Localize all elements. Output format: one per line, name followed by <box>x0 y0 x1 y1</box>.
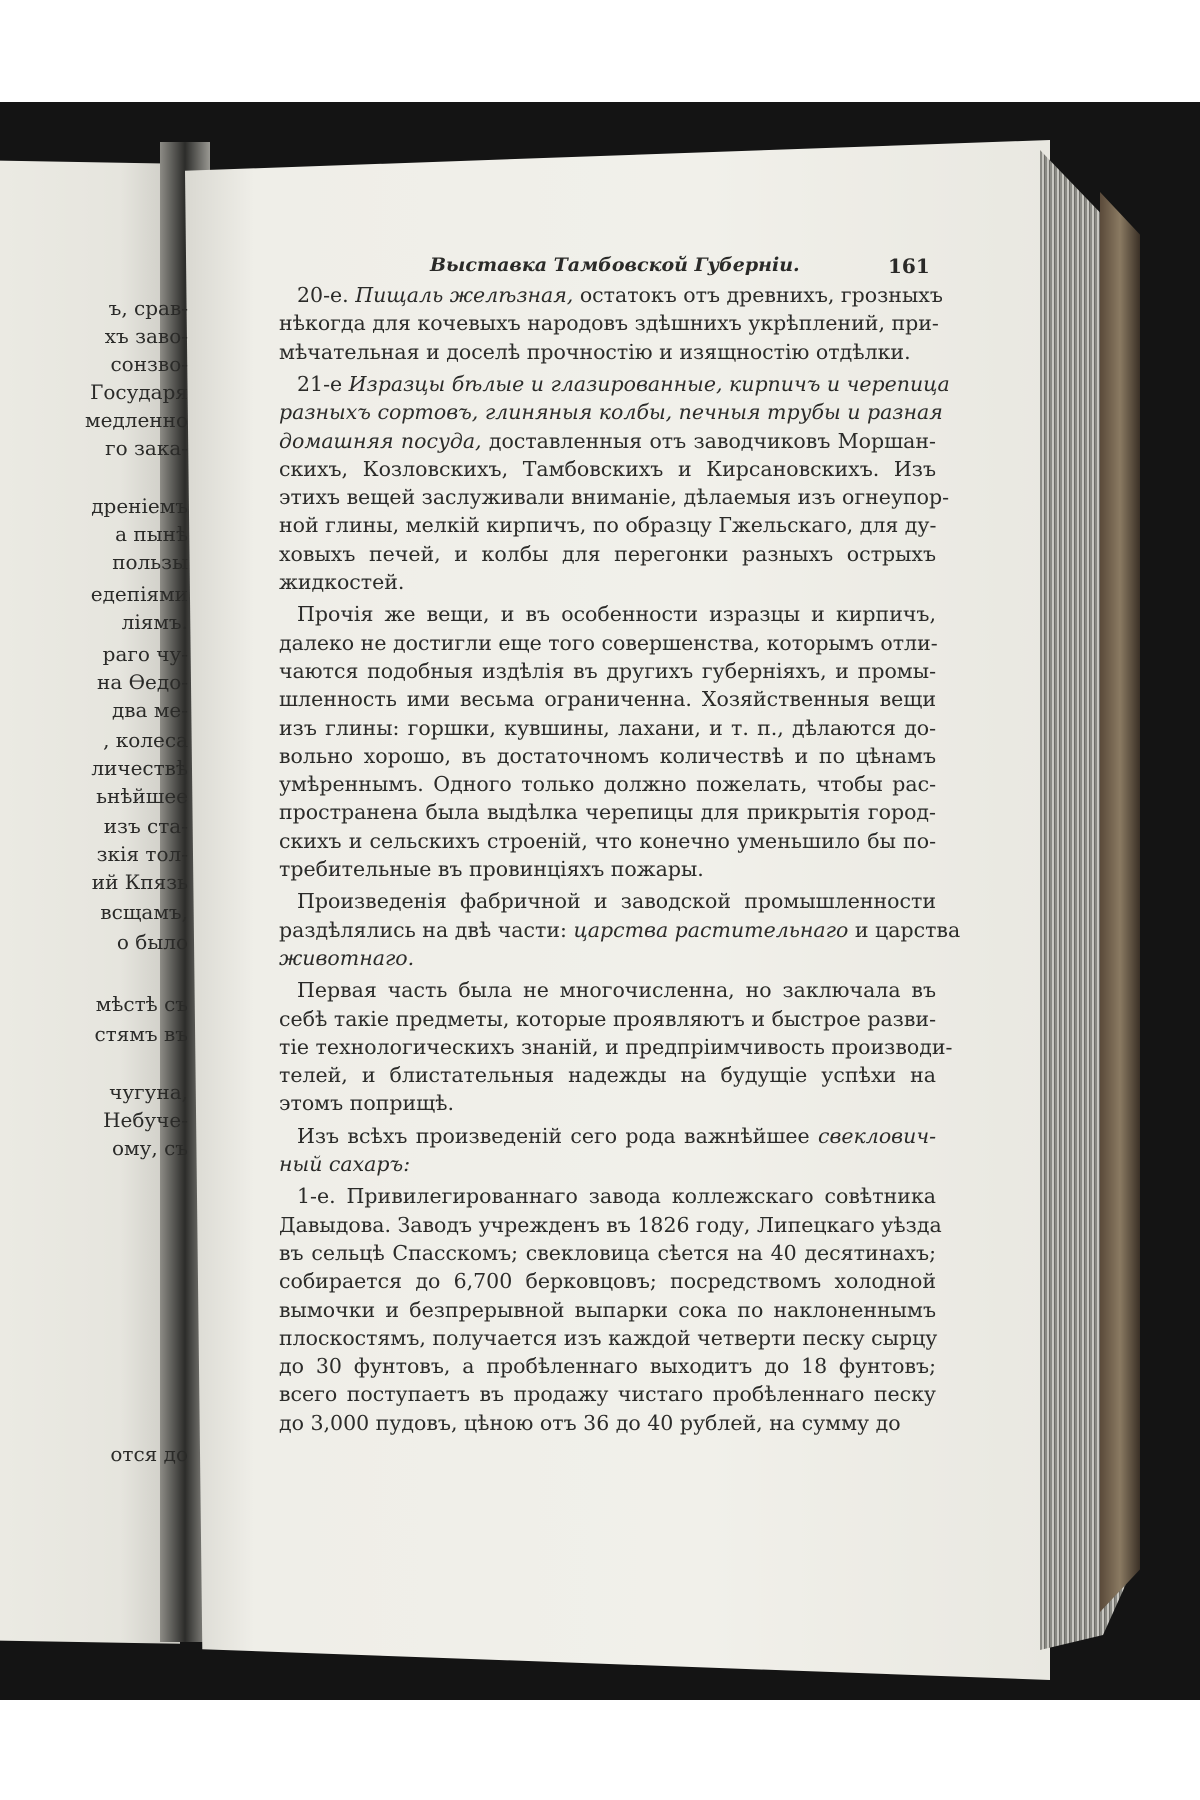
text-line <box>279 340 936 364</box>
italic-phrase: свеклович- <box>818 1123 936 1148</box>
italic-phrase: царства растительнаго <box>573 917 849 942</box>
text-line <box>279 1091 936 1115</box>
text-line <box>279 716 936 740</box>
text-span: этихъ вещей заслуживали вниманіе, дѣлаемыя изъ огнеупор- <box>279 485 949 510</box>
text-line <box>279 1326 936 1350</box>
text-span: собирается до 6,700 берковцовъ; посредствомъ холодной <box>279 1269 936 1294</box>
italic-phrase: разныхъ сортовъ, глиняныя колбы, печныя трубы и разная <box>279 400 943 425</box>
text-line <box>279 978 936 1002</box>
text-span: пространена была выдѣлка черепицы для прикрытія город- <box>279 800 936 825</box>
text-span: вымочки и безпрерывной выпарки сока по наклоненнымъ <box>279 1297 936 1322</box>
left-page-line: о было <box>116 930 188 954</box>
text-line <box>279 1354 936 1378</box>
left-page-line: медленно <box>85 408 188 432</box>
text-span: скихъ, Козловскихъ, Тамбовскихъ и Кирсановскихъ. Изъ <box>279 456 936 481</box>
italic-phrase: животнаго. <box>279 945 415 970</box>
text-line <box>279 687 936 711</box>
left-page-line: Государя <box>90 380 188 404</box>
text-span: тіе технологическихъ знаній, и предпріимчивость производи- <box>279 1034 953 1059</box>
text-span: мѣчательная и доселѣ прочностію и изящностію отдѣлки. <box>279 339 911 364</box>
text-span: чаются подобныя издѣлія въ другихъ губерніяхъ, и промы- <box>279 658 936 683</box>
text-line <box>279 570 936 594</box>
text-span: телей, и блистательныя надежды на будущіе успѣхи на <box>279 1063 936 1088</box>
text-span: 21-е <box>297 371 349 396</box>
left-page-line: пользы <box>112 550 188 574</box>
italic-phrase: домашняя посуда, <box>279 428 482 453</box>
italic-phrase: Изразцы бѣлые и глазированные, кирпичъ и черепица <box>348 371 950 396</box>
text-span: 20-е. <box>297 283 356 307</box>
text-span: этомъ поприщѣ. <box>279 1091 455 1116</box>
left-page-line: зкія тол- <box>96 842 188 866</box>
left-page-line: мѣстѣ съ <box>95 992 188 1016</box>
text-span: далеко не достигли еще того совершенства, которымъ отли- <box>279 630 938 655</box>
left-page-line: отся до <box>110 1442 188 1466</box>
text-line <box>279 772 936 796</box>
text-span: жидкостей. <box>279 570 405 594</box>
text-line <box>279 1152 936 1176</box>
text-line <box>279 889 936 913</box>
text-line <box>279 946 936 970</box>
text-line <box>279 311 939 336</box>
text-line <box>279 631 936 655</box>
text-line <box>279 1269 936 1293</box>
text-line <box>279 457 936 481</box>
italic-phrase: ный сахаръ: <box>279 1152 411 1176</box>
text-span: Прочія же вещи, и въ особенности изразцы и кирпичъ, <box>297 602 936 627</box>
text-span: до 30 фунтовъ, а пробѣленнаго выходитъ до 18 фунтовъ; <box>279 1354 936 1379</box>
text-span: ной глины, мелкій кирпичъ, по образцу Гжельскаго, для ду- <box>279 513 937 538</box>
text-span: изъ глины: горшки, кувшины, лахани, и т. п., дѣлаются до- <box>279 715 936 740</box>
text-line <box>279 1124 936 1148</box>
left-page-line: стямъ въ <box>94 1022 188 1046</box>
left-page-line: хъ заво- <box>104 324 188 348</box>
page-number: 161 <box>888 254 930 278</box>
text-span: скихъ и сельскихъ строеній, что конечно уменьшило бы по- <box>279 828 936 853</box>
left-page-line: всщамъ, <box>100 900 188 924</box>
text-line <box>279 283 943 307</box>
left-page-line: го зака- <box>105 436 188 460</box>
left-page-line: ьнѣйшее <box>96 784 188 808</box>
text-span: 1-е. Привилегированнаго завода коллежскаго совѣтника <box>297 1184 936 1209</box>
text-span: остатокъ отъ древнихъ, грозныхъ <box>573 283 943 307</box>
text-line <box>279 1184 936 1208</box>
text-line <box>279 1411 936 1435</box>
left-page-line: Небуче- <box>103 1108 188 1132</box>
left-page-line: , колеса <box>103 728 188 752</box>
left-page-line: ому, съ <box>111 1136 188 1160</box>
text-span: Давыдова. Заводъ учрежденъ въ 1826 году, Липецкаго уѣзда <box>279 1212 942 1237</box>
text-line <box>279 1241 936 1265</box>
text-span: и царства <box>848 917 961 942</box>
text-line <box>279 485 949 510</box>
text-span: умѣреннымъ. Одного только должно пожелать, чтобы рас- <box>279 772 936 797</box>
text-line <box>279 857 936 881</box>
text-line <box>279 371 950 396</box>
text-span: Произведенія фабричной и заводской промышленности <box>297 889 936 914</box>
left-page-line: а пынѣ <box>115 522 188 546</box>
text-span: нѣкогда для кочевыхъ народовъ здѣшнихъ укрѣплений, при- <box>279 311 939 336</box>
left-page-text <box>0 0 192 1600</box>
text-line <box>279 400 943 425</box>
text-line <box>279 513 936 537</box>
text-span: всего поступаетъ въ продажу чистаго пробѣленнаго песку <box>279 1382 936 1407</box>
text-span: шленность ими весьма ограниченна. Хозяйственныя вещи <box>279 687 936 712</box>
left-page-line: раго чу- <box>102 642 188 666</box>
text-line <box>279 602 936 626</box>
text-line <box>279 1007 936 1031</box>
book-cover-edge <box>1100 192 1140 1612</box>
text-line <box>279 659 936 683</box>
text-line <box>279 429 936 453</box>
text-span: Изъ всѣхъ произведеній сего рода важнѣйшее <box>297 1123 818 1148</box>
text-span: Первая часть была не многочисленна, но заключала въ <box>297 978 936 1003</box>
text-line <box>279 800 936 824</box>
left-page-line: ий Кпязь <box>91 870 188 894</box>
text-span: вольно хорошо, въ достаточномъ количествѣ и по цѣнамъ <box>279 743 936 768</box>
text-span: ховыхъ печей, и колбы для перегонки разныхъ острыхъ <box>279 541 936 566</box>
text-span: до 3,000 пудовъ, цѣною отъ 36 до 40 рублей, на сумму до <box>279 1410 901 1435</box>
left-page-line: дреніемъ <box>91 494 188 518</box>
text-span: въ сельцѣ Спасскомъ; свекловица сѣется на 40 десятинахъ; <box>279 1240 936 1265</box>
text-line <box>279 1063 936 1087</box>
left-page-line: изъ ста- <box>103 814 188 838</box>
text-span: плоскостямъ, получается изъ каждой четверти песку сырцу <box>279 1325 938 1350</box>
text-line <box>279 1212 942 1237</box>
left-page-line: ъ, срав- <box>108 296 188 320</box>
left-page-line: чугуна, <box>109 1080 188 1104</box>
text-span: раздѣлялись на двѣ части: <box>279 917 574 942</box>
text-line <box>279 1298 936 1322</box>
running-head: Выставка Тамбовской Губерніи. <box>430 254 800 276</box>
text-span: требительные въ провинціяхъ пожары. <box>279 857 704 881</box>
text-line <box>279 1034 953 1059</box>
left-page-line: на Ѳедо- <box>97 670 188 694</box>
text-span: себѣ такіе предметы, которые проявляютъ и быстрое разви- <box>279 1006 936 1031</box>
left-page-line: личествѣ <box>91 756 188 780</box>
italic-phrase: Пищаль желѣзная, <box>355 283 574 307</box>
left-page-line: ліямъ. <box>121 610 188 634</box>
text-line <box>279 542 936 566</box>
text-line <box>279 1382 936 1406</box>
text-line <box>279 744 936 768</box>
left-page-line: сонзво- <box>110 352 188 376</box>
text-line <box>279 829 936 853</box>
text-line <box>279 917 961 942</box>
left-page-line: едепіями <box>90 582 188 606</box>
text-span: доставленныя отъ заводчиковъ Моршан- <box>481 428 936 453</box>
left-page-line: два ме- <box>111 698 188 722</box>
